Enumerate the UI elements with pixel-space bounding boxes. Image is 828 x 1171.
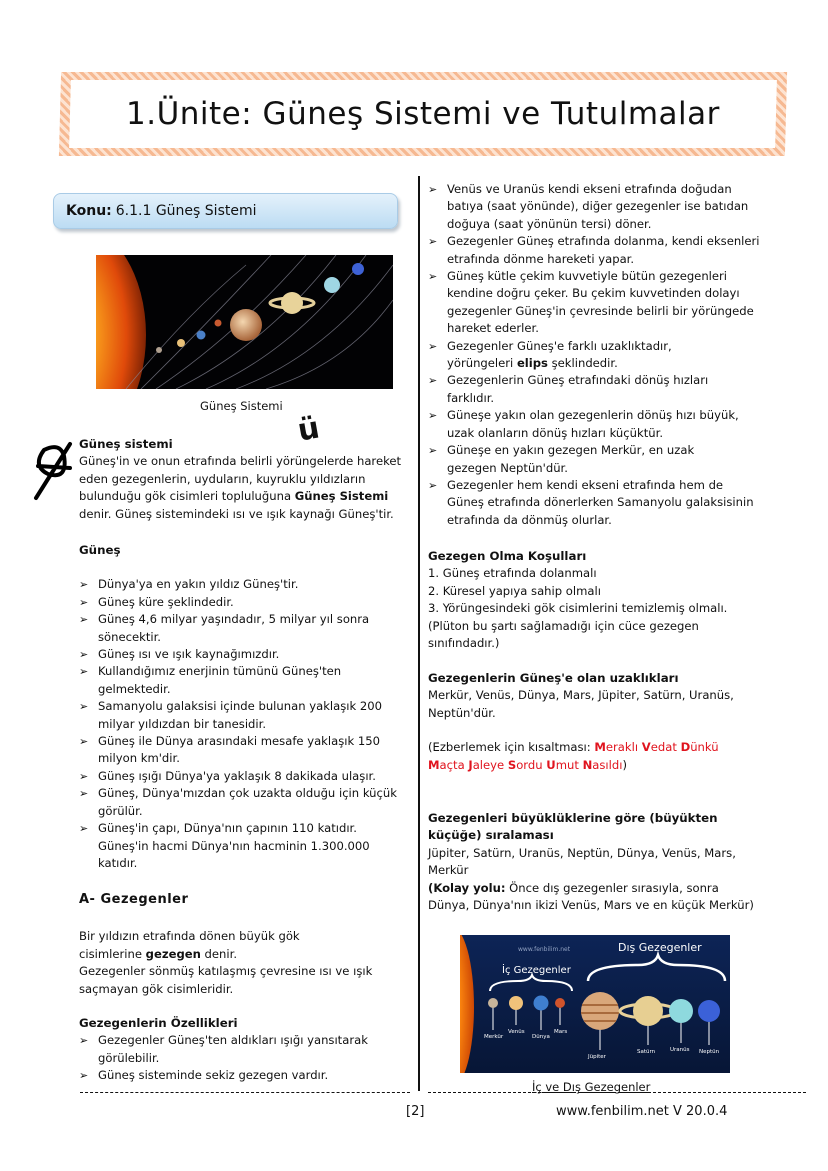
buyukluk-heading: Gezegenleri büyüklüklerine göre (büyükten küçüğe) sıralaması: [428, 811, 718, 843]
list-item: ➢ Güneş ışığı Dünya'ya yaklaşık 8 dakikada ulaşır.: [79, 768, 409, 785]
uzakliklar-heading: Gezegenlerin Güneş'e olan uzaklıkları: [428, 671, 679, 685]
list-item: ➢ Güneş 4,6 milyar yaşındadır, 5 milyar yıl sonra sönecektir.: [79, 611, 409, 646]
outer-planets-label: Dış Gezegenler: [618, 941, 702, 954]
inner-planets-label: İç Gezegenler: [502, 965, 571, 976]
mnemonic-word: ünkü: [690, 740, 719, 755]
list-item: ➢ Güneş kütle çekim kuvvetiyle bütün gezegenleri kendine doğru çeker. Bu çekim kuvvetinden dolayı gezegenler Güneş'in çevresinde belirli bir yörüngede hareket ederler.: [428, 268, 763, 338]
list-item: ➢ Gezegenler Güneş etrafında dolanma, kendi eksenleri etrafında dönme hareketi yapar.: [428, 233, 763, 268]
list-item: ➢ Venüs ve Uranüs kendi ekseni etrafında doğudan batıya (saat yönünde), diğer gezegenler ise batıdan doğuya (saat yönünün tersi) döner.: [428, 181, 763, 233]
inner-outer-planets-image: [460, 935, 730, 1073]
mnemonic-word: eraklı: [605, 740, 639, 755]
list-item: ➢ Güneş, Dünya'mızdan çok uzakta olduğu için küçük görülür.: [79, 785, 409, 820]
list-item: ➢ Güneş küre şeklindedir.: [79, 594, 409, 611]
solar-system-image: [96, 255, 393, 389]
topic-box: [53, 193, 398, 229]
ozellikler-list-right: [428, 181, 763, 529]
footer-site: www.fenbilim.net V 20.0.4: [556, 1104, 728, 1119]
uzakliklar-text: Merkür, Venüs, Dünya, Mars, Jüpiter, Satürn, Uranüs, Neptün'dür.: [428, 688, 734, 720]
list-item: ➢ Güneş ile Dünya arasındaki mesafe yaklaşık 150 milyon km'dir.: [79, 733, 409, 768]
gezegen-definition: [79, 928, 309, 963]
jupiter-label: Jüpiter: [588, 1054, 606, 1060]
list-item: ➢ Gezegenler hem kendi ekseni etrafında hem de Güneş etrafında dönerlerken Samanyolu galaksisinin etrafında da dönmüş olurlar.: [428, 477, 763, 529]
planets-image-caption: İç ve Dış Gezegenler: [532, 1080, 651, 1094]
list-item: ➢ Samanyolu galaksisi içinde bulunan yaklaşık 200 milyar yıldızdan bir tanesidir.: [79, 698, 409, 733]
gunes-sistemi-section: [79, 436, 411, 523]
list-item-bold: elips: [516, 356, 548, 371]
mnemonic-word: açta: [439, 757, 465, 772]
mnemonic-word: mut: [555, 757, 579, 772]
footer-divider-right: [428, 1092, 806, 1093]
buyukluk-text: Jüpiter, Satürn, Uranüs, Neptün, Dünya, Venüs, Mars, Merkür: [428, 845, 736, 878]
gunes-heading: Güneş: [79, 543, 121, 557]
ozellikler-list-left: [79, 1032, 409, 1084]
gunes-list: [79, 576, 409, 872]
paragraph-text: Bir yıldızın etrafında dönen büyük gök cisimlerine: [79, 929, 300, 961]
gunes-sistemi-heading: Güneş sistemi: [79, 437, 173, 451]
gunes-section: [79, 542, 409, 872]
page-title: 1.Ünite: Güneş Sistemi ve Tutulmalar: [126, 96, 720, 132]
kolay-label: Kolay yolu:: [433, 880, 506, 895]
topic-value: 6.1.1 Güneş Sistemi: [115, 203, 257, 219]
neptun-label: Neptün: [699, 1049, 720, 1055]
solar-system-illustration: [96, 255, 393, 389]
mnemonic-initial: D: [680, 740, 691, 755]
gunes-sistemi-paragraph: [79, 453, 411, 523]
kosullar-section: [428, 548, 768, 652]
paragraph-text: Güneş'in ve onun etrafında belirli yörüngelerde hareket eden gezegenlerin, uyduların, kuyruklu yıldızların bulunduğu gök cisimleri topluluğuna: [79, 454, 402, 504]
ozellikler-heading: Gezegenlerin Özellikleri: [79, 1016, 238, 1031]
title-inner: [69, 80, 777, 148]
paragraph-text: denir. Güneş sistemindeki ısı ve ışık kaynağı Güneş'tir.: [79, 506, 394, 521]
mnemonic-word: ordu: [516, 757, 543, 772]
solar-image-caption: Güneş Sistemi: [200, 399, 283, 413]
kosul-line: 2. Küresel yapıya sahip olmalı: [428, 583, 601, 598]
buyukluk-section: [428, 810, 768, 914]
saturn-label: Satürn: [637, 1049, 656, 1055]
list-item: ➢ Güneşe en yakın gezegen Merkür, en uzak gezegen Neptün'dür.: [428, 442, 717, 477]
handwritten-smiley: ü: [295, 410, 323, 449]
mnemonic-initial: U: [546, 757, 556, 772]
list-item: [428, 338, 717, 373]
mnemonic-initial: J: [468, 757, 473, 772]
topic-label: Konu:: [66, 203, 112, 219]
page-number: [2]: [406, 1104, 425, 1119]
kosul-line: 3. Yörüngesindeki gök cisimlerini temizlemiş olmalı.: [428, 601, 728, 616]
gezegenler-section: [79, 891, 409, 1085]
watermark: www.fenbilim.net: [518, 946, 571, 953]
paragraph-text: denir.: [200, 946, 238, 961]
kosul-line: (Plüton bu şartı sağlamadığı için cüce gezegen sınıfındadır.): [428, 618, 699, 651]
list-item: ➢ Güneş ısı ve ışık kaynağımızdır.: [79, 646, 409, 663]
mnemonic-word: asıldı: [592, 757, 623, 772]
kolay-text: Önce dış gezegenler sırasıyla, sonra Dünya, Dünya'nın ikizi Venüs, Mars ve en küçük Merkür): [428, 880, 754, 913]
mnemonic-initial: M: [594, 740, 606, 755]
kolay-open: (: [428, 880, 434, 895]
ozellikler-list-continued: [428, 181, 763, 529]
mnemonic-prefix: (Ezberlemek için kısaltması:: [428, 740, 595, 755]
list-item: ➢ Gezegenlerin Güneş etrafındaki dönüş hızları farklıdır.: [428, 372, 747, 407]
merkur-label: Merkür: [484, 1034, 504, 1040]
list-item: ➢ Kullandığımız enerjinin tümünü Güneş'ten gelmektedir.: [79, 663, 409, 698]
dunya-label: Dünya: [532, 1034, 550, 1040]
handwritten-scribble-icon: [30, 436, 76, 502]
mnemonic-initial: V: [641, 740, 651, 755]
kolay-yolu: [428, 880, 763, 915]
kosul-line: 1. Güneş etrafında dolanmalı: [428, 566, 597, 581]
kosullar-heading: Gezegen Olma Koşulları: [428, 549, 587, 563]
list-item: ➢ Güneş'in çapı, Dünya'nın çapının 110 katıdır. Güneş'in hacmi Dünya'nın hacminin 1.300.000 katıdır.: [79, 820, 409, 872]
planets-illustration: [460, 935, 730, 1073]
mnemonic-initial: M: [428, 757, 440, 772]
mnemonic-word: edat: [650, 740, 677, 755]
uzakliklar-section: [428, 670, 768, 774]
mnemonic-word: aleye: [472, 757, 505, 772]
footer-divider-left: [80, 1092, 410, 1093]
title-banner: [59, 72, 787, 156]
gezegen-paragraph-2: Gezegenler sönmüş katılaşmış çevresine ısı ve ışık saçmayan gök cisimleridir.: [79, 964, 373, 996]
list-item-text: şeklindedir.: [547, 356, 618, 371]
column-divider: [418, 176, 420, 1091]
paragraph-bold: gezegen: [145, 946, 201, 961]
uranus-label: Uranüs: [670, 1047, 690, 1053]
list-item: ➢ Dünya'ya en yakın yıldız Güneş'tir.: [79, 576, 409, 593]
mars-label: Mars: [554, 1029, 568, 1035]
mnemonic-suffix: ): [622, 757, 627, 772]
gezegenler-heading: A- Gezegenler: [79, 892, 189, 907]
venus-label: Venüs: [508, 1029, 525, 1035]
list-item-text: Gezegenler Güneş'e farklı uzaklıktadır, yörüngeleri: [447, 338, 672, 371]
list-item: ➢ Güneşe yakın olan gezegenlerin dönüş hızı büyük, uzak olanların dönüş hızları küçüktür.: [428, 407, 762, 442]
paragraph-bold: Güneş Sistemi: [294, 489, 389, 504]
mnemonic: [428, 739, 748, 774]
list-item: ➢ Güneş sisteminde sekiz gezegen vardır.: [79, 1067, 409, 1084]
mnemonic-initial: N: [582, 757, 593, 772]
list-item: ➢ Gezegenler Güneş'ten aldıkları ışığı yansıtarak görülebilir.: [79, 1032, 370, 1067]
mnemonic-initial: S: [507, 757, 517, 772]
